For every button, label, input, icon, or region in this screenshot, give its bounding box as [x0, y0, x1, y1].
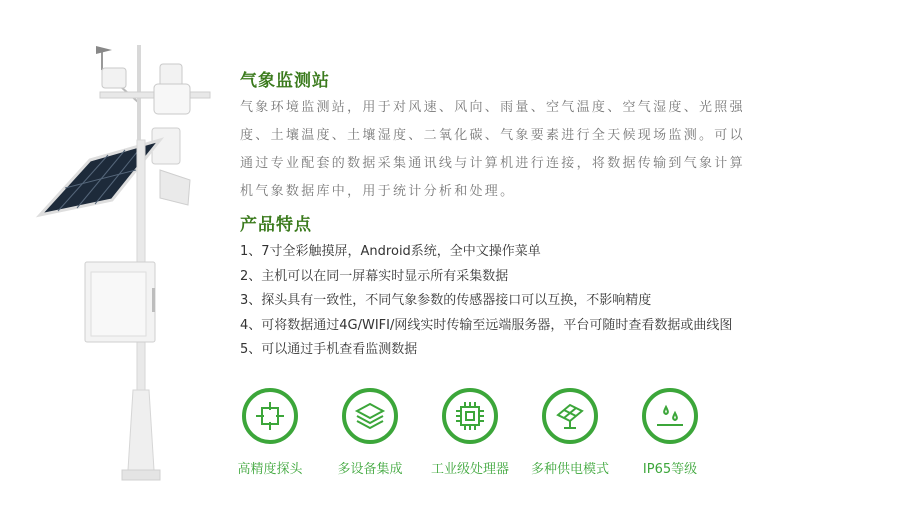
section-title-weather-station: 气象监测站: [240, 71, 330, 91]
precision-probe-icon: [242, 388, 298, 444]
feature-multi-device: [320, 388, 420, 477]
icon-label: 工业级处理器: [430, 462, 509, 477]
feature-precision-probe: [220, 388, 320, 477]
feature-list: [240, 240, 732, 363]
icon-label: IP65等级: [642, 462, 698, 477]
feature-icons: [220, 388, 740, 488]
list-item: 5、可以通过手机查看监测数据: [240, 342, 418, 357]
weather-station-image: [30, 30, 230, 500]
section-title-features: 产品特点: [240, 215, 312, 235]
feature-ip65: [620, 388, 720, 477]
icon-label: 高精度探头: [237, 462, 303, 477]
layers-icon: [342, 388, 398, 444]
feature-power-modes: [520, 388, 620, 477]
list-item: 3、探头具有一致性，不同气象参数的传感器接口可以互换，不影响精度: [240, 293, 652, 308]
station-description: 气象环境监测站，用于对风速、风向、雨量、空气温度、空气湿度、光照强度、土壤温度、土壤湿度、二氧化碳、气象要素进行全天候现场监测。可以通过专业配套的数据采集通讯线与计算机进行连接，将数据传输到气象计算机气象数据库中，用于统计分析和处理。: [240, 100, 745, 199]
solar-panel-icon: [542, 388, 598, 444]
list-item: 1、7寸全彩触摸屏，Android系统，全中文操作菜单: [240, 244, 541, 259]
icon-label: 多设备集成: [337, 462, 403, 477]
feature-industrial-processor: [420, 388, 520, 477]
water-drop-icon: [642, 388, 698, 444]
chip-icon: [442, 388, 498, 444]
icon-label: 多种供电模式: [530, 462, 609, 477]
list-item: 2、主机可以在同一屏幕实时显示所有采集数据: [240, 268, 509, 284]
list-item: 4、可将数据通过4G/WIFI/网线实时传输至远端服务器，平台可随时查看数据或曲线图: [240, 317, 733, 333]
